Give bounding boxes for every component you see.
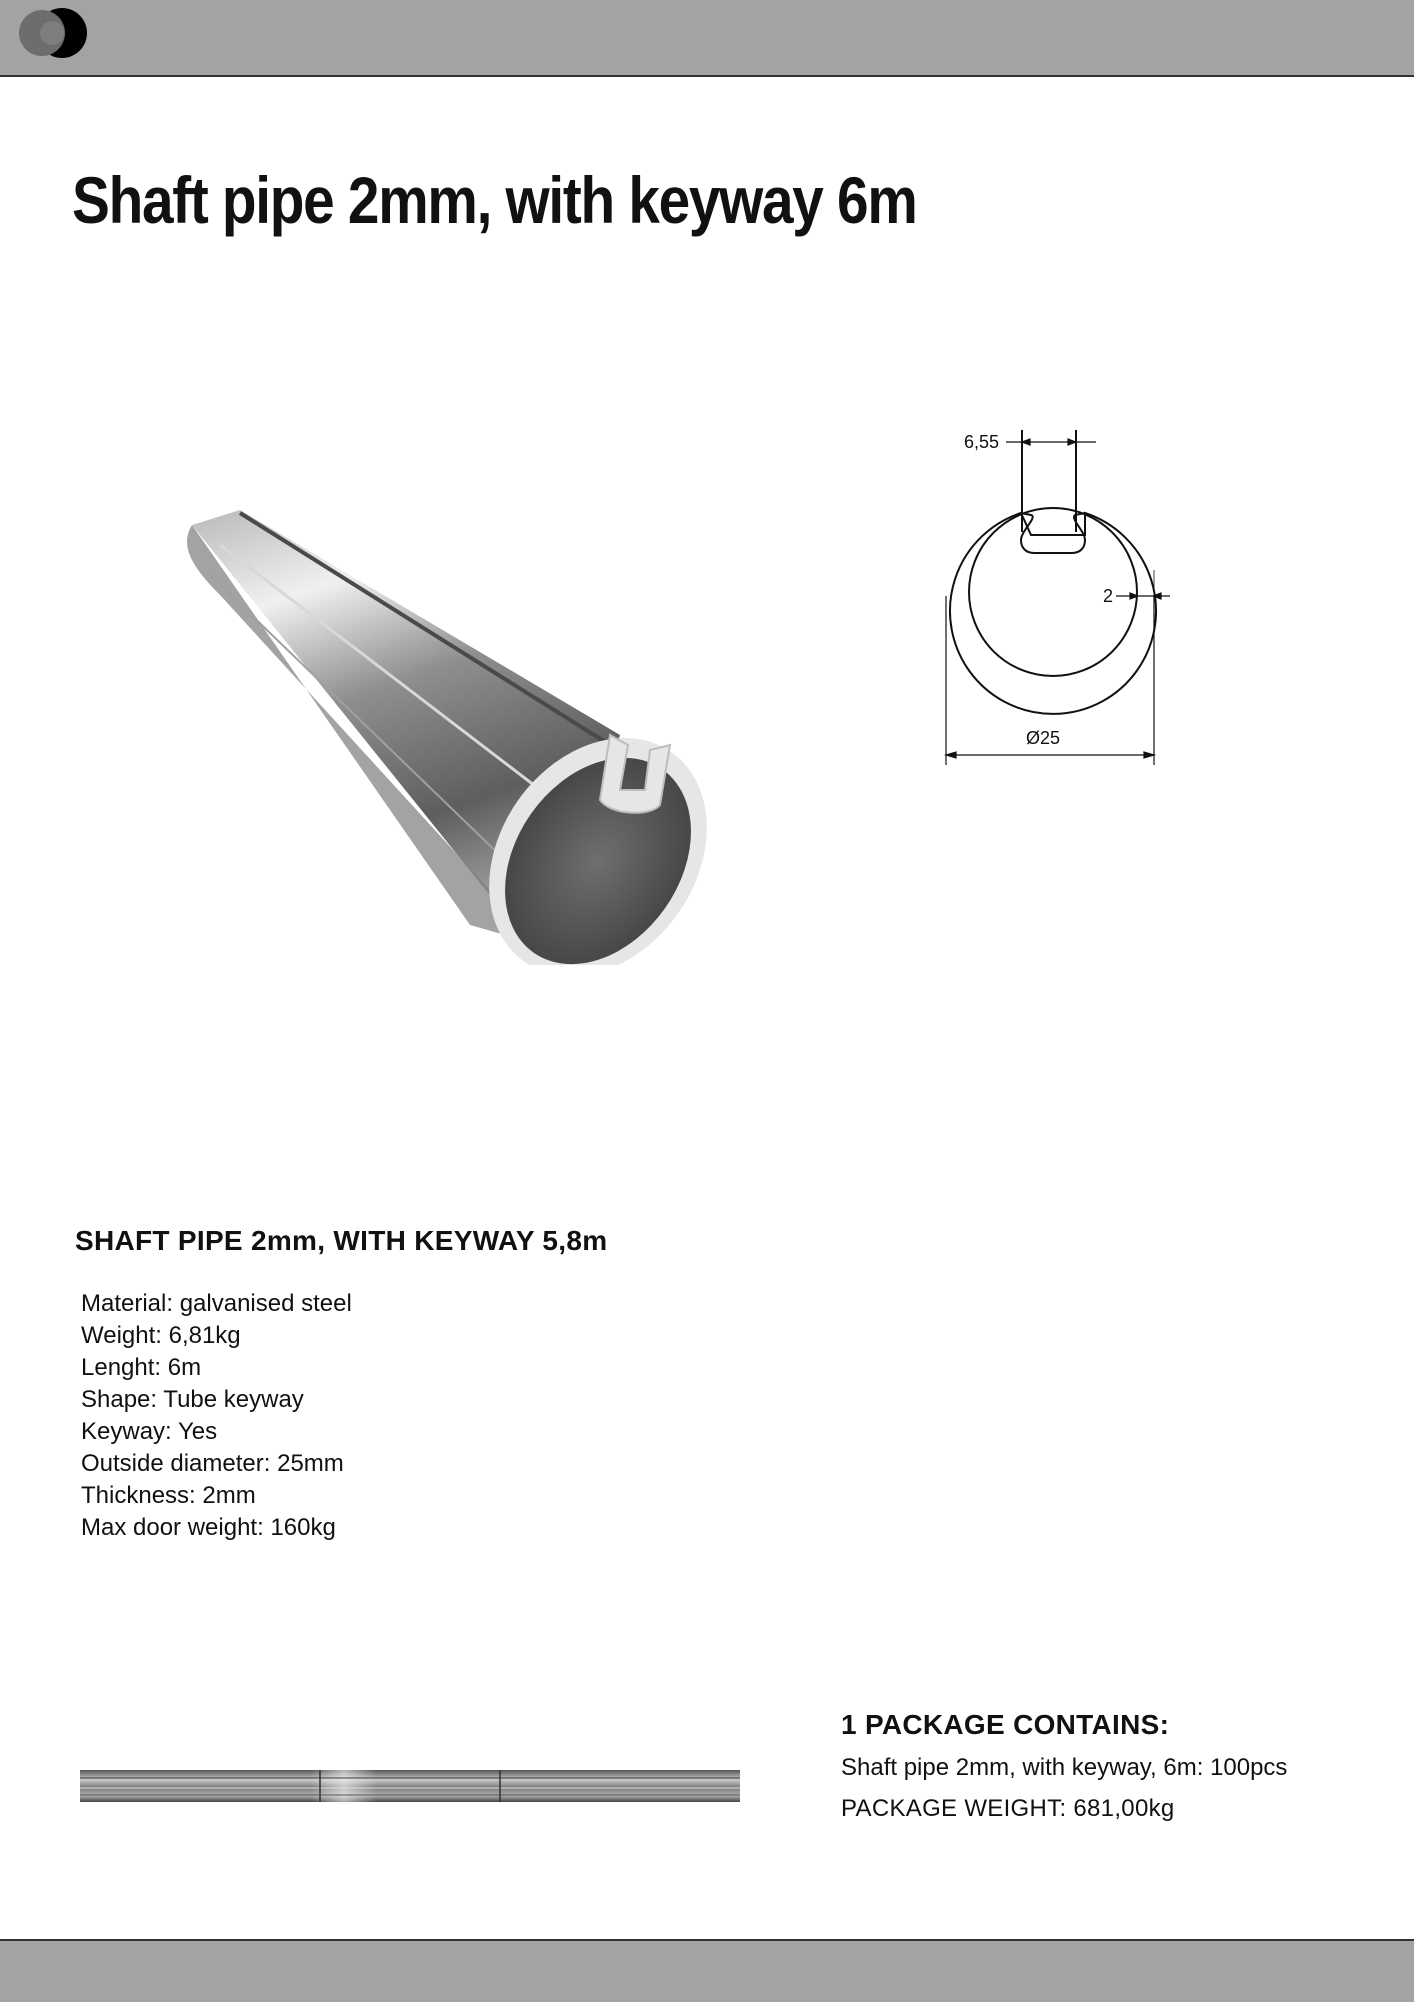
- cross-section-drawing: [930, 420, 1190, 780]
- diameter-label: Ø25: [1026, 728, 1061, 748]
- package-heading: 1 PACKAGE CONTAINS:: [841, 1709, 1170, 1740]
- package-weight: PACKAGE WEIGHT: 681,00kg: [841, 1795, 1175, 1822]
- spec-material: Material: galvanised steel: [81, 1290, 352, 1317]
- spec-thickness: Thickness: 2mm: [81, 1482, 256, 1509]
- top-bar: [0, 0, 1414, 77]
- spec-outside-diameter: Outside diameter: 25mm: [81, 1450, 344, 1477]
- spec-list: [81, 1288, 352, 1544]
- spec-max-door-weight: Max door weight: 160kg: [81, 1514, 336, 1541]
- two-circles-logo-icon: [18, 6, 102, 62]
- shaft-pipe-photo: [180, 505, 750, 965]
- spec-heading: SHAFT PIPE 2mm, WITH KEYWAY 5,8m: [75, 1225, 608, 1256]
- spec-weight: Weight: 6,81kg: [81, 1322, 241, 1349]
- spec-shape: Shape: Tube keyway: [81, 1386, 304, 1413]
- thickness-label: 2: [1103, 586, 1114, 606]
- spec-length: Lenght: 6m: [81, 1354, 202, 1381]
- spec-keyway: Keyway: Yes: [81, 1418, 218, 1445]
- keyway-width-label: 6,55: [964, 432, 1000, 452]
- bottom-bar: [0, 1939, 1414, 2002]
- full-length-pipe-image: [80, 1768, 740, 1804]
- page-title: Shaft pipe 2mm, with keyway 6m: [72, 163, 917, 237]
- package-contents: Shaft pipe 2mm, with keyway, 6m: 100pcs: [841, 1754, 1288, 1781]
